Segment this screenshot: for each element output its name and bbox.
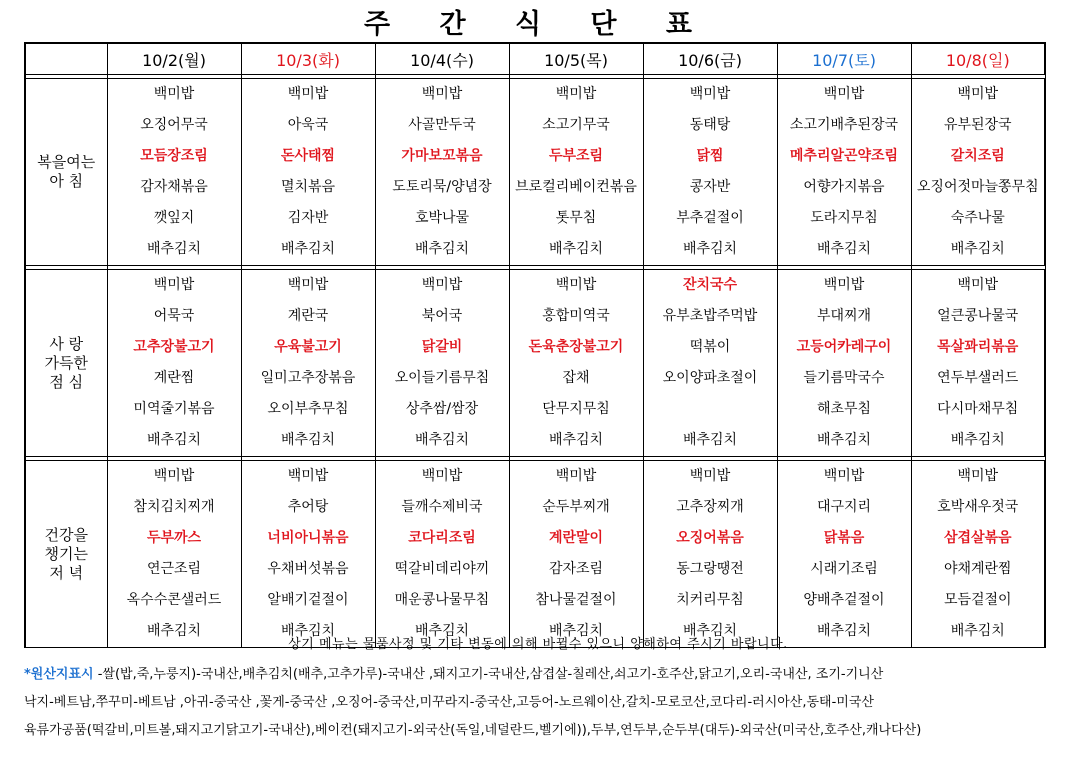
menu-item: 대구지리 [816, 499, 872, 515]
menu-change-notice: 상기 메뉴는 물품사정 및 기타 변동에 의해 바뀔수 있으니 양해하여 주시기 바랍니다. [288, 637, 788, 652]
menu-item: 고추장찌개 [676, 499, 744, 515]
menu-item: 오이양파초절이 [662, 370, 758, 386]
menu-item: 상추쌈/쌈장 [405, 401, 479, 417]
menu-item: 백미밥 [421, 277, 463, 293]
menu-item: 야채계란찜 [943, 561, 1012, 577]
meal-label-line: 사 랑 [49, 334, 84, 353]
menu-item: 콩자반 [689, 179, 731, 195]
menu-item: 계란국 [287, 308, 329, 324]
meal-cell [241, 461, 375, 648]
origin-line-2: 낙지-베트남,쭈꾸미-베트남 ,아귀-중국산 ,꽃게-중국산 ,오징어-중국산,미꾸라지-중국산,고등어-노르웨이산,갈치-모로코산,코다리-러시아산,동태-미국산 [24, 695, 874, 710]
menu-item: 양배추겉절이 [803, 592, 885, 608]
menu-item: 오이들기름무침 [394, 370, 490, 386]
menu-item: 배추김치 [146, 432, 202, 448]
menu-item: 해초무침 [816, 401, 872, 417]
menu-item: 고등어카레구이 [796, 339, 892, 355]
meal-cell [509, 79, 643, 266]
menu-item: 매운콩나물무침 [394, 592, 490, 608]
menu-item: 백미밥 [689, 468, 731, 484]
meal-label-line: 점 심 [49, 372, 84, 391]
menu-item: 닭갈비 [421, 339, 463, 355]
meal-cell [643, 270, 777, 457]
menu-item: 브로컬리베이컨볶음 [515, 179, 637, 195]
menu-item: 단무지무침 [542, 401, 610, 417]
meal-cell [643, 461, 777, 648]
menu-item: 감자조림 [548, 561, 604, 577]
menu-item: 잔치국수 [682, 277, 738, 293]
meal-cell [107, 270, 241, 457]
menu-item: 백미밥 [287, 277, 329, 293]
menu-item: 옥수수콘샐러드 [126, 592, 222, 608]
menu-item: 떡갈비데리야끼 [394, 561, 490, 577]
meal-label-line: 챙기는 [44, 544, 88, 563]
menu-item: 홍합미역국 [542, 308, 610, 324]
menu-item: 갈치조림 [950, 148, 1005, 164]
meal-cell [375, 79, 509, 266]
menu-item: 너비아니볶음 [267, 530, 349, 546]
meal-cell [643, 79, 777, 266]
menu-item: 백미밥 [555, 86, 597, 102]
meal-label [25, 461, 107, 648]
menu-item: 동그랑땡전 [676, 561, 744, 577]
menu-item: 백미밥 [957, 468, 999, 484]
menu-item: 백미밥 [823, 468, 865, 484]
menu-item: 배추김치 [816, 623, 872, 639]
menu-item: 순두부찌개 [542, 499, 610, 515]
date-header: 10/8(일) [911, 43, 1045, 75]
menu-item: 백미밥 [287, 86, 329, 102]
menu-item: 배추김치 [414, 623, 470, 639]
menu-item: 백미밥 [957, 86, 999, 102]
menu-item: 배추김치 [950, 432, 1005, 448]
menu-item: 어향가지볶음 [803, 179, 885, 195]
menu-item: 배추김치 [548, 432, 604, 448]
meal-cell [777, 79, 911, 266]
menu-item: 오징어볶음 [676, 530, 744, 546]
menu-item: 백미밥 [823, 86, 865, 102]
meal-cell [911, 461, 1045, 648]
meal-cell [241, 270, 375, 457]
menu-item: 배추김치 [682, 241, 738, 257]
menu-item: 깻잎지 [153, 210, 195, 226]
menu-item: 백미밥 [153, 468, 195, 484]
menu-item: 고추장불고기 [133, 339, 215, 355]
menu-item: 백미밥 [153, 277, 195, 293]
menu-item: 일미고추장볶음 [260, 370, 356, 386]
menu-item: 도라지무침 [810, 210, 878, 226]
meal-cell [911, 270, 1045, 457]
date-header: 10/4(수) [375, 43, 509, 75]
menu-item: 연두부샐러드 [937, 370, 1019, 386]
menu-item: 김자반 [287, 210, 329, 226]
menu-item: 배추김치 [682, 432, 738, 448]
menu-item: 배추김치 [682, 623, 738, 639]
menu-item: 들기름막국수 [803, 370, 885, 386]
menu-item: 메추리알곤약조림 [789, 148, 899, 164]
menu-item: 호박나물 [414, 210, 470, 226]
menu-item: 부대찌개 [816, 308, 872, 324]
menu-item: 배추김치 [548, 623, 604, 639]
menu-item: 백미밥 [957, 277, 999, 293]
menu-item: 오이부추무침 [267, 401, 349, 417]
menu-item: 치커리무침 [676, 592, 744, 608]
menu-item: 돈육춘장불고기 [528, 339, 624, 355]
menu-item: 유부된장국 [943, 117, 1012, 133]
page-title: 주 간 식 단 표 [363, 9, 712, 40]
meal-cell [509, 461, 643, 648]
meal-cell [777, 461, 911, 648]
menu-item: 미역줄기볶음 [133, 401, 215, 417]
menu-item: 배추김치 [280, 241, 336, 257]
meal-label [25, 270, 107, 457]
menu-item: 얼큰콩나물국 [937, 308, 1019, 324]
menu-item: 추어탕 [287, 499, 329, 515]
menu-item: 참치김치찌개 [133, 499, 215, 515]
menu-item: 배추김치 [146, 623, 202, 639]
menu-item: 백미밥 [287, 468, 329, 484]
menu-item: 유부초밥주먹밥 [662, 308, 758, 324]
menu-item: 북어국 [421, 308, 463, 324]
menu-item: 닭볶음 [823, 530, 865, 546]
menu-item: 백미밥 [823, 277, 865, 293]
meal-cell [375, 461, 509, 648]
menu-item: 돈사태찜 [280, 148, 336, 164]
origin-line-1 [24, 663, 883, 682]
menu-item: 동태탕 [689, 117, 731, 133]
menu-item: 호박새우젓국 [937, 499, 1019, 515]
menu-item: 백미밥 [421, 86, 463, 102]
menu-item: 목살꽈리볶음 [937, 339, 1019, 355]
meal-label-line: 저 녁 [49, 563, 84, 582]
origin-line-3: 육류가공품(떡갈비,미트볼,돼지고기닭고기-국내산),베이컨(돼지고기-외국산(독일,네덜란드,벨기에)),두부,연두부,순두부(대두)-외국산(미국산,호주산,캐나다산) [24, 723, 922, 738]
menu-item: 배추김치 [950, 623, 1005, 639]
menu-item: 배추김치 [548, 241, 604, 257]
menu-item: 닭찜 [696, 148, 724, 164]
menu-item: 코다리조림 [408, 530, 476, 546]
menu-item: 오징어무국 [140, 117, 208, 133]
date-header-row [25, 43, 1045, 75]
menu-item: 다시마채무침 [937, 401, 1019, 417]
menu-item: 부추겉절이 [676, 210, 744, 226]
menu-item: 어묵국 [153, 308, 195, 324]
origin-label: *원산지표시 [24, 667, 94, 682]
meal-label-line: 건강을 [44, 525, 88, 544]
menu-item: 삼겹살볶음 [943, 530, 1012, 546]
menu-item: 배추김치 [414, 432, 470, 448]
menu-item: 들깨수제비국 [401, 499, 483, 515]
date-header: 10/3(화) [241, 43, 375, 75]
meal-cell [911, 79, 1045, 266]
menu-item: 멸치볶음 [280, 179, 336, 195]
menu-item: 우육불고기 [274, 339, 342, 355]
menu-item: 참나물겉절이 [535, 592, 617, 608]
menu-item: 배추김치 [280, 623, 336, 639]
meal-cell [509, 270, 643, 457]
menu-item: 모듬겉절이 [943, 592, 1012, 608]
menu-item: 모듬장조림 [140, 148, 208, 164]
menu-item: 백미밥 [421, 468, 463, 484]
menu-item: 숙주나물 [950, 210, 1005, 226]
meal-cell [107, 461, 241, 648]
meal-cell [107, 79, 241, 266]
meal-row [25, 79, 1045, 266]
menu-item: 소고기배추된장국 [789, 117, 899, 133]
menu-item: 떡볶이 [689, 339, 731, 355]
meal-cell [375, 270, 509, 457]
meal-label [25, 79, 107, 266]
menu-item: 계란찜 [153, 370, 195, 386]
menu-item: 사골만두국 [408, 117, 476, 133]
meal-label-line: 아 침 [49, 172, 84, 190]
menu-item: 백미밥 [555, 277, 597, 293]
meal-row [25, 461, 1045, 648]
weekly-menu-table [24, 42, 1046, 648]
meal-cell [241, 79, 375, 266]
meal-label-line: 가득한 [44, 353, 88, 372]
menu-item: 가마보꼬볶음 [401, 148, 483, 164]
menu-item: 배추김치 [146, 241, 202, 257]
menu-item: 백미밥 [555, 468, 597, 484]
menu-item: 백미밥 [689, 86, 731, 102]
menu-item: 두부까스 [146, 530, 202, 546]
menu-item: 배추김치 [280, 432, 336, 448]
header-corner [25, 43, 107, 75]
menu-item: 배추김치 [816, 241, 872, 257]
menu-item: 톳무침 [555, 210, 597, 226]
menu-item: 배추김치 [816, 432, 872, 448]
menu-item [644, 394, 777, 425]
menu-item: 배추김치 [950, 241, 1005, 257]
menu-item: 오징어젓마늘쫑무침 [916, 179, 1039, 195]
menu-item: 도토리묵/양념장 [392, 179, 492, 195]
date-header: 10/5(목) [509, 43, 643, 75]
meal-cell [777, 270, 911, 457]
meal-label-line: 복을여는 [37, 153, 96, 171]
menu-item: 연근조림 [146, 561, 202, 577]
menu-item: 백미밥 [153, 86, 195, 102]
meal-row [25, 270, 1045, 457]
date-header: 10/7(토) [777, 43, 911, 75]
menu-item: 배추김치 [414, 241, 470, 257]
origin-text-1: -쌀(밥,죽,누룽지)-국내산,배추김치(배추,고추가루)-국내산 ,돼지고기-국내산,삼겹살-칠레산,쇠고기-호주산,닭고기,오리-국내산, 조기-기니산 [93, 667, 884, 682]
menu-item: 알배기겉절이 [267, 592, 349, 608]
menu-item: 소고기무국 [542, 117, 610, 133]
date-header: 10/2(월) [107, 43, 241, 75]
menu-item: 아욱국 [287, 117, 329, 133]
menu-item: 계란말이 [548, 530, 604, 546]
menu-item: 잡채 [562, 370, 590, 386]
menu-item: 감자채볶음 [140, 179, 208, 195]
menu-item: 두부조림 [548, 148, 604, 164]
date-header: 10/6(금) [643, 43, 777, 75]
menu-item: 시래기조림 [810, 561, 878, 577]
menu-item: 우채버섯볶음 [267, 561, 349, 577]
